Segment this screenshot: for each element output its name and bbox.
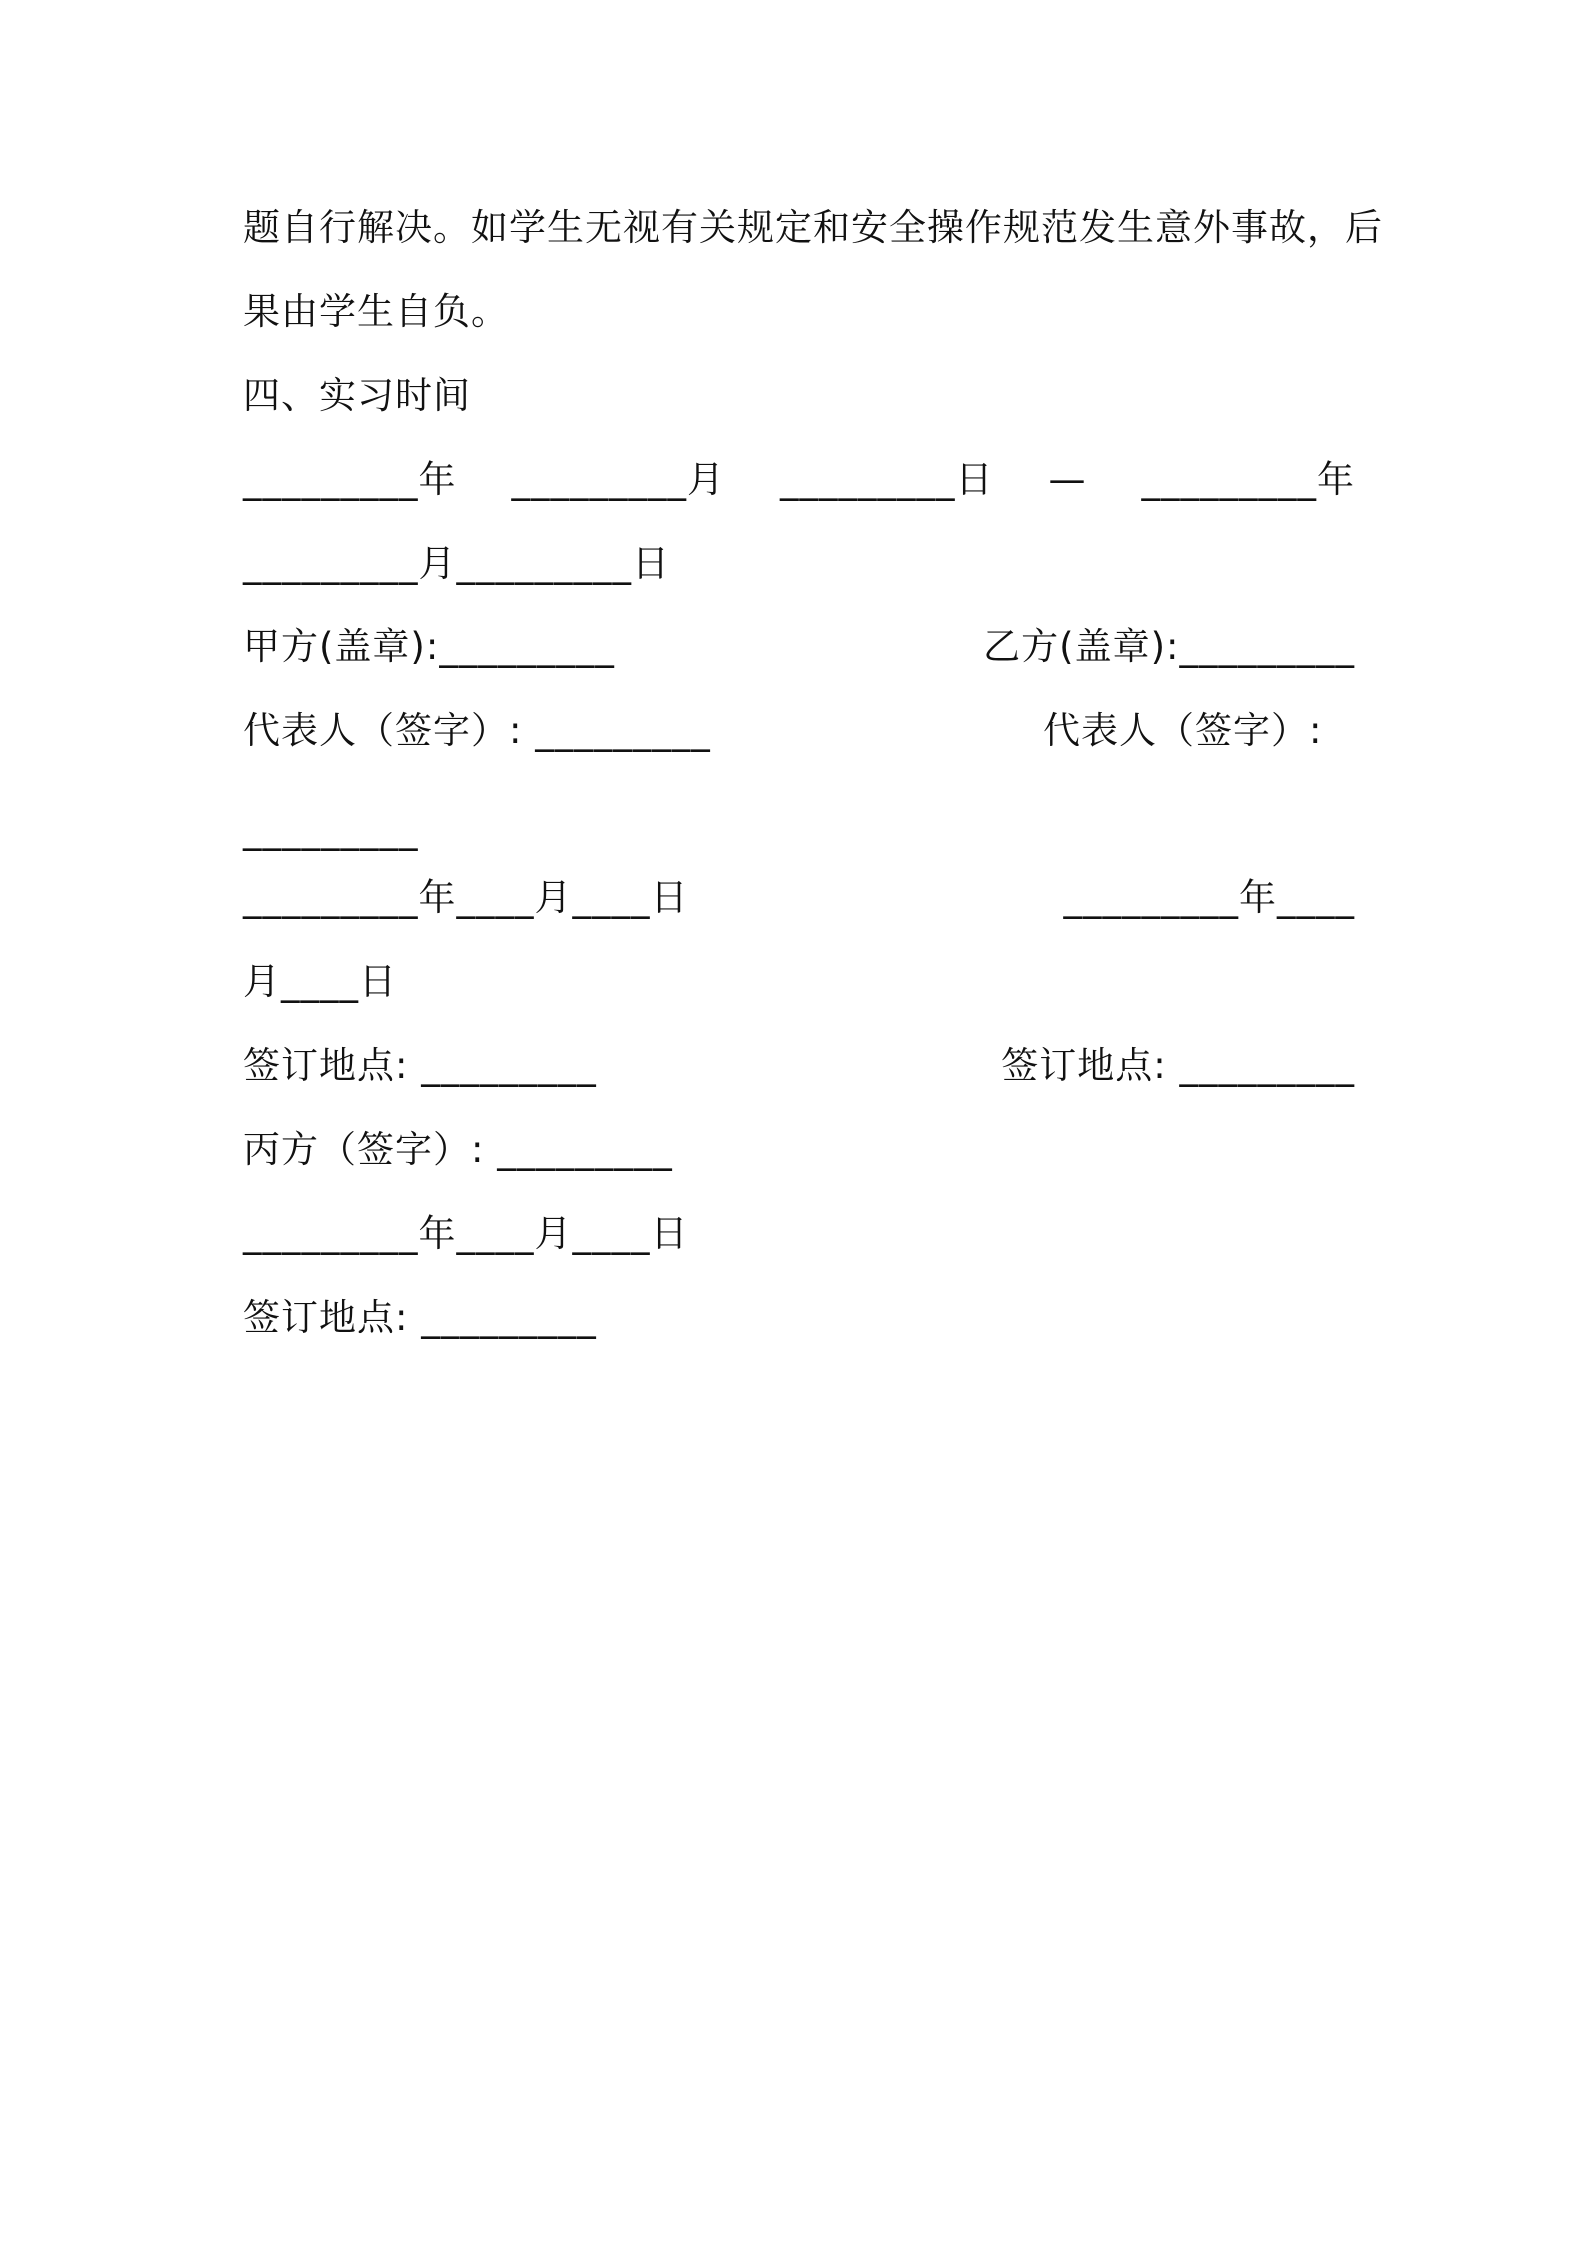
seal-row — [243, 617, 1355, 677]
party-a-representative: 代表人（签字）: _________ — [243, 709, 711, 752]
signing-place-row — [243, 1036, 1355, 1096]
period-start-day: _________日 — [780, 458, 994, 501]
party-b-place: 签订地点: _________ — [1001, 1044, 1355, 1087]
internship-period-row — [243, 450, 1355, 510]
party-b-representative: 代表人（签字）: — [1043, 709, 1323, 752]
representative-row — [243, 701, 1355, 761]
period-start-month: _________月 — [511, 458, 725, 501]
party-a-date: _________年____月____日 — [243, 876, 689, 919]
period-end-month-day: _________月_________日 — [243, 542, 670, 585]
section-heading: 四、实习时间 — [243, 374, 471, 417]
party-c-place: 签订地点: _________ — [243, 1296, 597, 1339]
party-b-date: _________年____ — [1063, 876, 1355, 919]
party-b-representative-blank: _________ — [243, 808, 419, 851]
party-c-date: _________年____月____日 — [243, 1212, 689, 1255]
paragraph-line: 果由学生自负。 — [243, 290, 509, 333]
paragraph-line: 题自行解决。如学生无视有关规定和安全操作规范发生意外事故，后 — [243, 206, 1383, 249]
period-end-year: _________年 — [1141, 458, 1355, 501]
party-b-seal: 乙方(盖章):_________ — [983, 625, 1355, 668]
signing-date-row — [243, 868, 1355, 928]
party-c-signature: 丙方（签字）: _________ — [243, 1128, 673, 1171]
period-start-year: _________年 — [243, 458, 457, 501]
party-b-date-continued: 月____日 — [243, 960, 397, 1003]
period-dash: — — [1048, 458, 1087, 501]
party-a-place: 签订地点: _________ — [243, 1044, 597, 1087]
party-a-seal: 甲方(盖章):_________ — [243, 625, 615, 668]
